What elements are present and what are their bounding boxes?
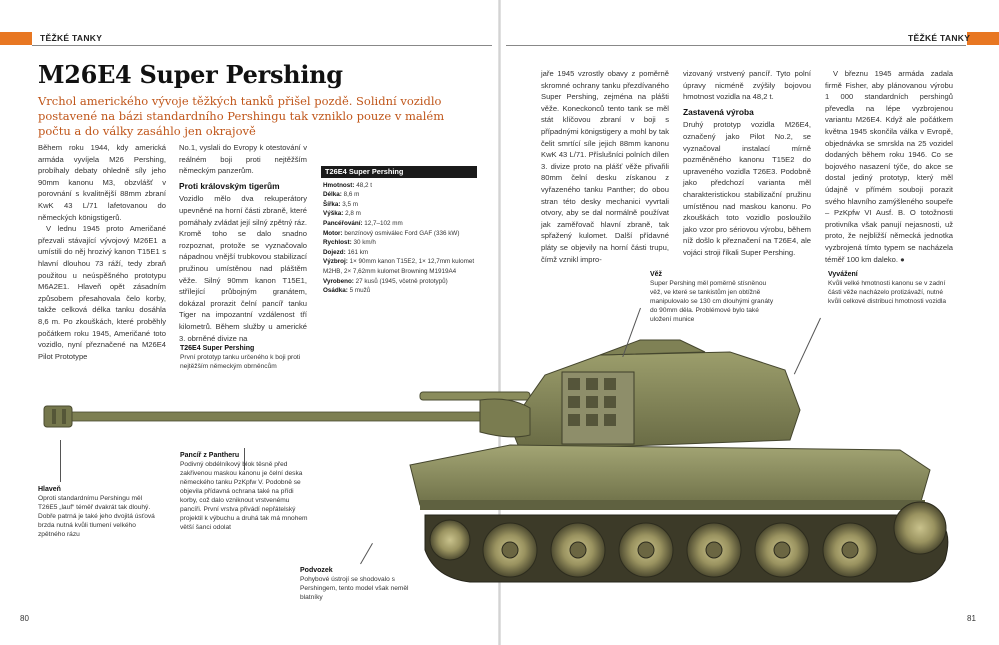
- spec-row: [321, 219, 477, 229]
- spec-row: [321, 248, 477, 258]
- caption-title: Věž: [650, 271, 663, 278]
- spec-row: [321, 286, 477, 296]
- wheel-hub: [842, 542, 858, 558]
- wheel-hub: [570, 542, 586, 558]
- caption-title: Hlaveň: [38, 486, 61, 493]
- wheel-hub: [638, 542, 654, 558]
- spec-label: Výška:: [323, 210, 346, 218]
- spec-value: 8,6 m: [343, 191, 360, 199]
- caption-title: Vyvážení: [828, 271, 858, 278]
- caption-text: Oproti standardnímu Pershingu měl T26E5 „lauf“ téměř dvakrát tak dlouhý. Dobře patrná je také jeho dvojitá úsťová brzda nutná kvůli tlumení velkého zpětného rázu: [38, 495, 155, 538]
- spec-value: 3,5 m: [342, 200, 359, 208]
- muzzle-brake: [44, 406, 72, 427]
- gun-barrel: [50, 412, 480, 421]
- spec-label: Dojezd:: [323, 248, 348, 256]
- subheading: Proti královským tigerům: [179, 180, 280, 191]
- section-label-left: TĚŽKÉ TANKY: [40, 33, 103, 43]
- paragraph: V březnu 1945 armáda zadala firmě Fisher, aby plánovanou výrobu 1 000 standardních pershingů převedla na lépe vyzbrojenou variantu M26E4. Když ale počátkem května 1945 skončila válka v Evropě, objednávka se smrskla na 25 vozidel dodaných během roku 1946. Co se bojového nasazení týče, do akce se dostal jediný prototyp, který měl údajně v přímém souboji porazit svého hlavního zamýšleného soupeře – PzKpfw VI Ausf. B. O totožnosti protivníka však panují nejasnosti, už proto, že nejbližší německá jednotka vyzbrojená tímto typem se nacházela téměř 100 km daleko. ●: [825, 69, 953, 264]
- page-number-left: 80: [20, 614, 29, 623]
- drive-sprocket: [894, 502, 946, 554]
- paragraph: No.1, vyslali do Evropy k otestování v reálném boji proti nejtěžším německým panzerům.: [179, 143, 307, 176]
- spec-box-title: T26E4 Super Pershing: [321, 166, 477, 178]
- spec-value: 5 mužů: [349, 287, 371, 295]
- spec-label: Délka:: [323, 191, 344, 199]
- spec-label: Rychlost:: [323, 239, 354, 247]
- caption-text: Pohybové ústrojí se shodovalo s Pershingem, tento model však neměl blatníky: [300, 576, 409, 601]
- paragraph: Během roku 1944, kdy americká armáda vyvíjela M26 Pershing, probíhaly debaty ohledně síly jeho 90mm kanonu M3, obzvlášť v porovnání s kvalitnější 88mm zbraní KwK 43 L/71 lafetovanou do německých königstigerů.: [38, 143, 166, 222]
- spec-label: Motor:: [323, 229, 345, 237]
- wheel-hub: [502, 542, 518, 558]
- leader-line: [60, 440, 61, 482]
- spec-value: 27 kusů (1945, včetně prototypů): [355, 277, 448, 285]
- turret: [510, 352, 800, 450]
- hull: [410, 445, 930, 505]
- spec-value: 30 km/h: [353, 239, 376, 247]
- spec-value: 12,7–102 mm: [364, 219, 403, 227]
- spec-row: [321, 257, 477, 276]
- spec-label: Výzbroj:: [323, 258, 350, 266]
- text-column-4: [683, 68, 811, 259]
- recuperator: [420, 392, 530, 400]
- wheel-hub: [706, 542, 722, 558]
- spec-row: [321, 209, 477, 219]
- caption-title: Podvozek: [300, 567, 333, 574]
- spec-row: [321, 238, 477, 248]
- spec-label: Šířka:: [323, 200, 343, 208]
- article-deck: Vrchol amerického vývoje těžkých tanků přišel pozdě. Solidní vozidlo postavené na bázi standardního Pershingu tak vzniklo pouze v malém počtu a do války zasáhlo jen okrajově: [38, 94, 445, 138]
- spec-row: [321, 200, 477, 210]
- caption-t26: [180, 344, 310, 371]
- gun-mantlet: [480, 399, 530, 437]
- caption-hlaven: [38, 485, 156, 539]
- spec-row: [321, 190, 477, 200]
- section-tab-right: [967, 32, 999, 45]
- caption-vyvazeni: [828, 270, 948, 306]
- spec-label: Pancéřování:: [323, 219, 365, 227]
- text-column-5: [825, 68, 953, 265]
- section-tab-left: [0, 32, 32, 45]
- caption-podvozek: [300, 566, 420, 602]
- paragraph: vizovaný vrstvený pancíř. Tyto polní úpravy nicméně zvýšily bojovou hmotnost vozidla na 48,2 t.: [683, 69, 811, 102]
- paragraph: V lednu 1945 proto Američané přezvali stávající vývojový M26E1 a umístili do něj hrozivý kanon T15E1 s hlavní dlouhou 73 ráží, tedy zbraň použitou u neúspěšného prototypu M6A2E1. Hlaveň opět zásadním způsobem přesahovala čelo korby, takže celková délka tanku dosáhla 8,6 m. Po zkouškách, které proběhly počátkem roku 1945, Američané toto vozidlo, nyní přeznačené na M26E4 Pilot Prototype: [38, 224, 166, 361]
- paragraph: Vozidlo mělo dva rekuperátory upevněné na horní části zbraně, které pomáhaly zvládat její silný zpětný ráz. Kromě toho se dalo snadno rozpoznat, protože se vyznačovalo nápadnou vnější trubkovou stabilizací pružinou umístěnou nad pláštěm věže. Silný 90mm kanon T15E1, střílející průbojným granátem, dokázal prorazit čelní pancíř tanku Tiger na impozantní vzdálenost tří kilometrů. Během služby u americké 3. obrněné divize na: [179, 194, 307, 343]
- spec-value: 48,2 t: [356, 181, 372, 189]
- text-column-3: [541, 68, 669, 265]
- spec-row: [321, 229, 477, 239]
- spec-value: benzínový osmiválec Ford GAF (336 kW): [344, 229, 460, 237]
- spec-rows: [321, 181, 477, 296]
- spec-value: 2,8 m: [345, 210, 361, 218]
- caption-pancir: [180, 451, 310, 532]
- header-rule-right: [506, 45, 966, 46]
- spec-label: Osádka:: [323, 287, 350, 295]
- page-number-right: 81: [967, 614, 976, 623]
- spec-label: Hmotnost:: [323, 181, 357, 189]
- spec-value: 1× 90mm kanon T15E2, 1× 12,7mm kulomet M2HB, 2× 7,62mm kulomet Browning M1919A4: [323, 258, 475, 275]
- section-label-right: TĚŽKÉ TANKY: [908, 33, 971, 43]
- caption-vez: [650, 270, 780, 324]
- spec-row: [321, 277, 477, 287]
- paragraph: jaře 1945 vzrostly obavy z poměrně skromné ochrany tanku přezdívaného Super Pershing, zejména na plášti věže. Koneckonců tento tank se měl stát klíčovou zbraní v boji s případnými königstigery a mohl by tak čelit smrtící síle jejich 88mm kanonu KwK 43 L/71. Příslušníci polních dílen 3. divize proto na plášť věže přivařili 80mm čelní desku získanou z vyřazeného tanku Panther; do obou stran této desky mechanici vyvrtali otvory, aby se dal normálně používat jak zaměřovač hlavní zbraně, tak spřažený kulomet. Další přídavné pláty se objevily na horní části trupu, čímž vznikl impro-: [541, 69, 669, 264]
- caption-text: Super Pershing měl poměrně stísněnou věž, ve které se tankistům jen obtížně manipulovalo se 130 cm dlouhými granáty do 90mm děla. Problémové bylo také uložení munice: [650, 280, 774, 323]
- caption-title: Pancíř z Pantheru: [180, 452, 240, 459]
- article-title: M26E4 Super Pershing: [38, 60, 343, 89]
- header-rule-left: [32, 45, 492, 46]
- spec-value: 161 km: [347, 248, 369, 256]
- spec-label: Vyrobeno:: [323, 277, 356, 285]
- spec-box: [321, 166, 477, 296]
- caption-text: První prototyp tanku určeného k boji proti nejtěžším německým obrněncům: [180, 354, 301, 370]
- spec-row: [321, 181, 477, 191]
- caption-text: Kvůli velké hmotnosti kanonu se v zadní části věže nacházelo protizávaží, nutné kvůli celkové distribuci hmotnosti vozidla: [828, 280, 947, 305]
- idler-wheel: [430, 520, 470, 560]
- caption-title: T26E4 Super Pershing: [180, 345, 255, 352]
- caption-text: Podivný obdélníkový blok těsně před zakřivenou maskou kanonu je čelní deska německého tanku PzKpfw V. Podobně se objevila přídavná ochrana také na přídi korby, což dalo vzniknout vrstvenému pancíři. První vrstva přivádí nepřátelský projektil k výbuchu a druhá tak má mnohem větší šanci odolat: [180, 461, 308, 531]
- paragraph: Druhý prototyp vozidla M26E4, označený jako Pilot No.2, se vyznačoval instalací mírně pozměněného kanonu T15E2 do upraveného vozidla T26E3. Podobně jako předchozí varianta měl charakteristickou stabilizační pružinu umístěnou nad maskou kanonu. Po zkouškách toto vozidlo posloužilo jako vzor pro sériovou výrobu, během níž došlo k přeznačení na T26E4, ale vojáci stroji říkali Super Pershing.: [683, 120, 811, 257]
- subheading: Zastavená výroba: [683, 106, 754, 117]
- wheel-hub: [774, 542, 790, 558]
